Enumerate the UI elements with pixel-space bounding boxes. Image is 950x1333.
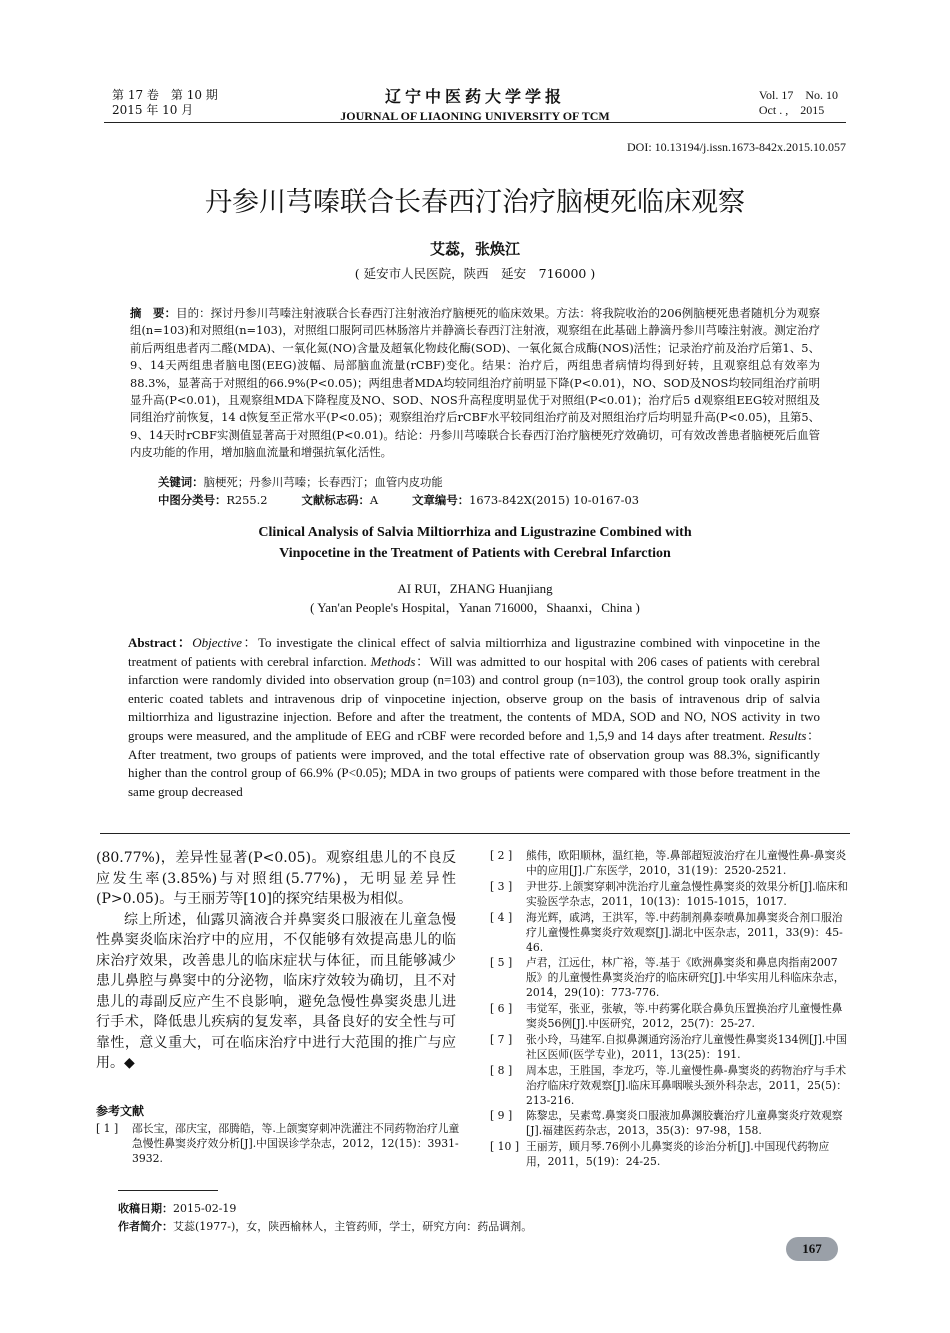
references-heading: 参考文献 [96,1104,145,1118]
article-title-en [0,522,950,564]
reference-text: 张小玲，马建军.自拟鼻渊通窍汤治疗儿童慢性鼻窦炎134例[J].中国社区医师(医学专业)，2011，13(25)：191. [526,1033,847,1062]
reference-number: [ 8 ] [490,1064,513,1077]
reference-number: [ 9 ] [490,1109,513,1122]
article-number-value: 1673-842X(2015) 10-0167-03 [469,493,639,507]
header-issue-cn [112,88,218,118]
body-paragraph: (80.77%)，差异性显著(P<0.05)。观察组患儿的不良反应发生率(3.85%)与对照组(5.77%)，无明显差异性(P>0.05)。与王丽芳等[10]的探究结果极为相似。 [96,850,456,907]
header-date-cn: 2015 年 10 月 [112,103,194,117]
reference-text: 陈黎忠，吴素莺.鼻窦炎口服液加鼻渊胶囊治疗儿童鼻窦炎疗效观察[J].福建医药杂志，2013，35(3)：97-98，158. [526,1109,843,1138]
article-title-cn: 丹参川芎嗪联合长春西汀治疗脑梗死临床观察 [205,187,745,218]
reference-number: [ 6 ] [490,1002,513,1015]
reference-text: 韦觉军，张亚，张敏，等.中药雾化联合鼻负压置换治疗儿童慢性鼻窦炎56例[J].中医研究，2012，25(7)：25-27. [526,1002,843,1031]
reference-text: 周本忠，王胜国，李龙巧，等.儿童慢性鼻-鼻窦炎的药物治疗与手术治疗临床疗效观察[J].临床耳鼻咽喉头颈外科杂志，2011，25(5)：213-216. [526,1064,848,1108]
doc-code-label: 文献标志码： [301,493,370,507]
received-label: 收稿日期： [118,1202,173,1215]
keywords-text: 脑梗死；丹参川芎嗪；长春西汀；血管内皮功能 [203,475,443,489]
objective-label: Objective [192,635,243,650]
authors-cn: 艾蕊，张焕江 [429,240,520,258]
reference-text: 卢君，江远仕，林广裕，等.基于《欧洲鼻窦炎和鼻息肉指南2007版》的儿童慢性鼻窦炎治疗的临床研究[J].中华实用儿科临床杂志，2014，29(10)：773-776. [526,956,845,1000]
footnote-divider [118,1190,218,1191]
abstract-en-label: Abstract： [128,635,193,650]
clc-label: 中图分类号： [158,493,227,507]
section-divider [100,833,850,834]
affiliation-en: ( Yan'an People's Hospital，Yanan 716000，Shaanxi，China ) [310,600,640,615]
abstract-cn [130,305,820,462]
reference-number: [ 4 ] [490,911,513,924]
abstract-en-methods-text: ：Will was admitted to our hospital with 206 cases of patients with cerebral infarction were randomly divided into observation group (n=103) and control group (n=103), the control group took orally aspirin enteric coated tablets and intravenous drip of vinpocetine injection, observe group on the basis of intravenous drip of salvia miltiorrhiza and ligustrazine injection. Before and after the treatment, the contents of MDA, SOD and NO, NOS activity in two groups were measured, and the amplitude of EEG and rCBF were recorded before and 1,5,9 and 14 days after treatment. [128,653,820,743]
author-bio-label: 作者简介： [118,1220,173,1233]
doi[interactable]: DOI: 10.13194/j.issn.1673-842x.2015.10.057 [627,140,846,154]
reference-number: [ 1 ] [96,1122,119,1135]
reference-text: 王丽芳，顾月琴.76例小儿鼻窦炎的诊治分析[J].中国现代药物应用，2011，5(19)：24-25. [526,1140,830,1169]
header-volume-en: Vol. 17 No. 10 [758,88,838,102]
abstract-en-objective-text: ：To investigate the clinical effect of salvia miltiorrhiza and ligustrazine combined with vinpocetine in the treatment of patients with cerebral infarction. [128,635,820,669]
methods-label: Methods [370,653,416,669]
footnote-author-bio [118,1218,532,1234]
reference-number: [ 5 ] [490,956,513,969]
reference-number: [ 7 ] [490,1033,513,1046]
author-bio-text: 艾蕊(1977-)，女，陕西榆林人，主管药师，学士，研究方向：药品调剂。 [173,1220,533,1233]
abstract-cn-text: 目的：探讨丹参川芎嗪注射液联合长春西汀注射液治疗脑梗死的临床效果。方法：将我院收治的206例脑梗死患者随机分为观察组(n=103)和对照组(n=103)，对照组口服阿司匹林肠溶片并静滴长春西汀注射液，观察组在此基础上静滴丹参川芎嗪注射液。测定治疗前后两组患者丙二醛(MDA)、一氧化氮(NO)含量及超氧化物歧化酶(SOD)、一氧化氮合成酶(NOS)活性；记录治疗前及治疗后第1、5、9、14天两组患者脑电图(EEG)波幅、局部脑血流量(rCBF)变化。结果：治疗后，两组患者病情均得到好转，且观察组总有效率为88.3%，显著高于对照组的66.9%(P<0.05)；两组患者MDA均较同组治疗前明显下降(P<0.01)，NO、SOD及NOS均较同组治疗前明显升高(P<0.01)，且观察组MDA下降程度及NO、SOD、NOS升高程度明显优于对照组(P<0.01)；治疗后5 d观察组EEG较对照组及同组治疗前恢复，14 d恢复至正常水平(P<0.05)；观察组治疗后rCBF水平较同组治疗前及对照组治疗后均明显升高(P<0.05)，且第5、9、14天时rCBF实测值显著高于对照组(P<0.01)。结论：丹参川芎嗪联合长春西汀治疗脑梗死疗效确切，可有效改善患者脑梗死后血管内皮功能的作用，增加脑血流量和增强抗氧化活性。 [130,306,820,460]
header-issue-en [759,88,838,118]
keywords-label: 关键词： [158,475,204,489]
body-left-column [96,848,456,1074]
journal-header [300,84,650,124]
authors-en: AI RUI，ZHANG Huanjiang [397,581,553,596]
footnote-received [118,1200,236,1216]
reference-text: 海光辉，戚鸿，王洪军，等.中药制剂鼻泰喷鼻加鼻窦炎合剂口服治疗儿童慢性鼻窦炎疗效观察[J].湖北中医杂志，2011，33(9)：45-46. [526,911,843,955]
journal-name-cn: 辽宁中医药大学学报 [384,87,565,106]
abstract-en-results-text: ：After treatment, two groups of patients were improved, and the total effective rate of observation group was 88.3%, significantly higher than the control group of 66.9% (P<0.05); MDA in two groups of patients were compared with those before treatment in the same group decreased [128,727,820,799]
journal-name-en: JOURNAL OF LIAONING UNIVERSITY OF TCM [340,109,610,123]
reference-text: 尹世芬.上颌窦穿刺冲洗治疗儿童急慢性鼻窦炎的效果分析[J].临床和实验医学杂志，2011，10(13)：1015-1015，1017. [526,880,848,909]
article-title-en-line2: Vinpocetine in the Treatment of Patients with Cerebral Infarction [279,546,671,561]
header-date-en: Oct . , 2015 [758,103,825,117]
reference-number: [ 3 ] [490,880,513,893]
header-divider [104,122,846,123]
classification-line [158,492,639,508]
abstract-cn-label: 摘 要： [130,306,177,320]
reference-number: [ 10 ] [490,1140,520,1153]
reference-number: [ 2 ] [490,849,513,862]
keywords-cn [158,474,443,490]
clc-value: R255.2 [226,493,268,507]
page-number: 167 [786,1237,838,1261]
article-number-label: 文章编号： [412,493,470,507]
affiliation-cn: ( 延安市人民医院，陕西 延安 716000 ) [354,266,596,281]
results-label: Results [768,727,807,743]
abstract-en [128,634,820,801]
article-title-en-line1: Clinical Analysis of Salvia Miltiorrhiza and Ligustrazine Combined with [258,525,692,540]
body-paragraph: 综上所述，仙露贝滴液合并鼻窦炎口服液在儿童急慢性鼻窦炎临床治疗中的应用，不仅能够有效提高患儿的临床治疗效果，改善患儿的临床症状与体征，而且能够减少患儿鼻腔与鼻窦中的分泌物，临床疗效较为确切，且不对患儿的毒副反应产生不良影响，避免急慢性鼻窦炎患儿进行手术，降低患儿疾病的复发率，具备良好的安全性与可靠性，意义重大，可在临床治疗中进行大范围的推广与应用。◆ [96,911,456,1071]
reference-text: 熊伟，欧阳顺林，温红艳，等.鼻部超短波治疗在儿童慢性鼻-鼻窦炎中的应用[J].广东医学，2010，31(19)：2520-2521. [526,849,847,878]
doc-code-value: A [369,493,379,507]
received-date: 2015-02-19 [173,1202,237,1215]
reference-text: 邵长宝，邵庆宝，邵腾皓，等.上颌窦穿刺冲洗灌注不同药物治疗儿童急慢性鼻窦炎疗效分析[J].中国误诊学杂志，2012，12(15)：3931-3932. [132,1122,460,1166]
header-volume-issue: 第 17 卷 第 10 期 [112,88,218,102]
